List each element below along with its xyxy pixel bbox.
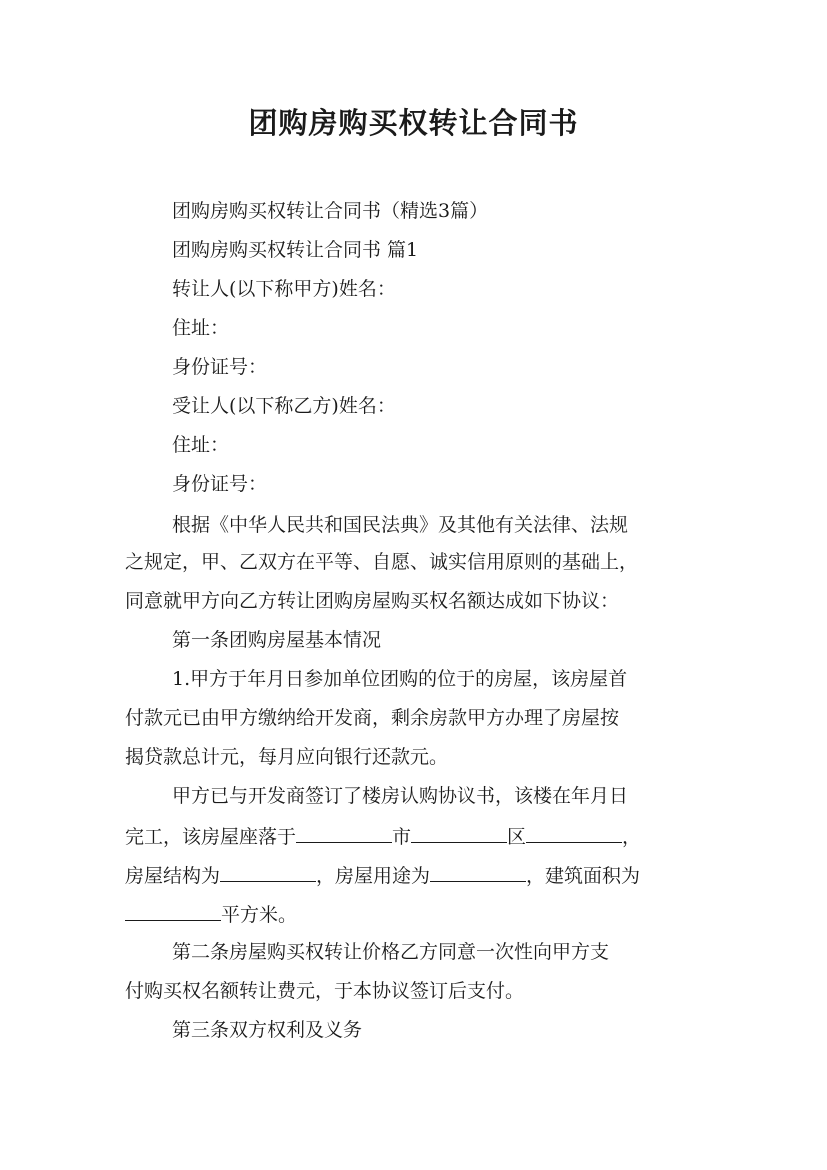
paragraph-line: 团购房购买权转让合同书 篇1	[172, 239, 419, 261]
blank-field[interactable]	[411, 822, 507, 843]
paragraph-line: 第二条房屋购买权转让价格乙方同意一次性向甲方支	[172, 941, 610, 963]
fill-in-line	[125, 822, 641, 850]
paragraph-line: 之规定，甲、乙双方在平等、自愿、诚实信用原则的基础上，	[125, 551, 639, 573]
fill-in-text: ，建筑面积为	[526, 865, 641, 887]
fill-in-text: 平方米。	[221, 904, 298, 926]
paragraph-line: 受让人(以下称乙方)姓名：	[172, 395, 396, 417]
blank-field[interactable]	[125, 900, 221, 921]
fill-in-text: ，房屋用途为	[316, 865, 431, 887]
section-heading: 第三条双方权利及义务	[172, 1019, 363, 1041]
paragraph-line: 1.甲方于年月日参加单位团购的位于的房屋，该房屋首	[172, 668, 628, 690]
fill-in-line	[125, 861, 640, 889]
paragraph-line: 住址：	[172, 317, 230, 339]
fill-in-text: 房屋结构为	[125, 865, 221, 887]
paragraph-line: 根据《中华人民共和国民法典》及其他有关法律、法规	[172, 514, 629, 536]
blank-field[interactable]	[526, 822, 622, 843]
blank-field[interactable]	[296, 822, 392, 843]
fill-in-text: 区	[507, 826, 527, 848]
paragraph-line: 身份证号：	[172, 356, 268, 378]
paragraph-line: 身份证号：	[172, 473, 268, 495]
paragraph-line: 同意就甲方向乙方转让团购房屋购买权名额达成如下协议：	[125, 590, 620, 612]
fill-in-text: 完工，该房屋座落于	[125, 826, 297, 848]
section-heading: 第一条团购房屋基本情况	[172, 629, 382, 651]
fill-in-text: 市	[392, 826, 412, 848]
paragraph-line: 团购房购买权转让合同书（精选3篇）	[172, 200, 489, 222]
fill-in-line	[125, 900, 297, 928]
paragraph-line: 转让人(以下称甲方)姓名：	[172, 278, 396, 300]
document-title: 团购房购买权转让合同书	[248, 106, 579, 140]
paragraph-line: 揭贷款总计元，每月应向银行还款元。	[125, 746, 449, 768]
paragraph-line: 住址：	[172, 434, 230, 456]
blank-field[interactable]	[220, 861, 316, 882]
blank-field[interactable]	[430, 861, 526, 882]
paragraph-line: 付购买权名额转让费元，于本协议签订后支付。	[125, 980, 525, 1002]
fill-in-text: ，	[622, 826, 642, 848]
paragraph-line: 甲方已与开发商签订了楼房认购协议书，该楼在年月日	[172, 785, 629, 807]
paragraph-line: 付款元已由甲方缴纳给开发商，剩余房款甲方办理了房屋按	[125, 707, 620, 729]
